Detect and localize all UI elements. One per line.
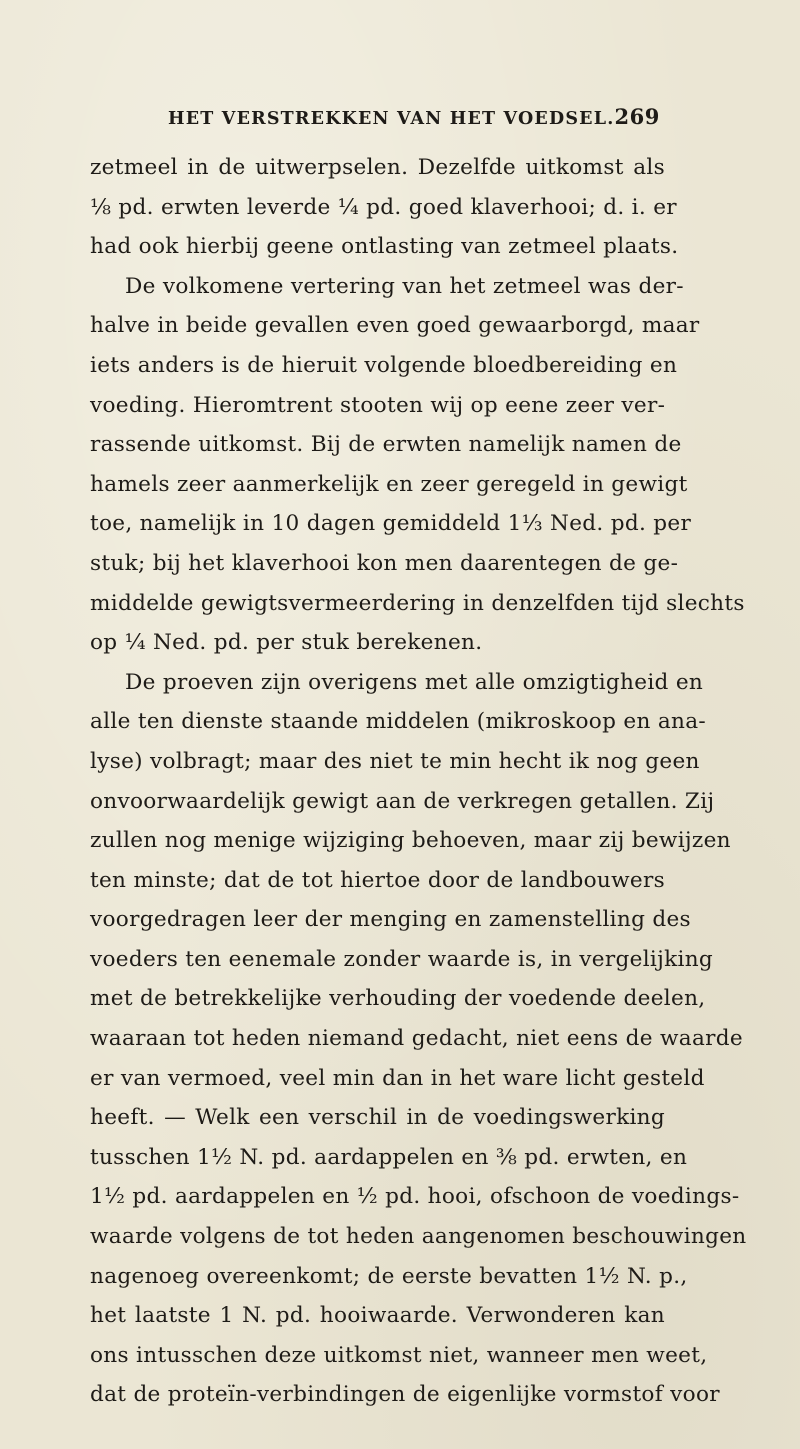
paragraph-start-line: De volkomene vertering van het zetmeel was der- (125, 273, 684, 299)
text-line: 1½ pd. aardappelen en ½ pd. hooi, ofschoon de voedings- (90, 1184, 740, 1210)
running-header (168, 104, 660, 138)
text-line: op ¼ Ned. pd. per stuk berekenen. (90, 630, 483, 656)
text-line: iets anders is de hieruit volgende bloedbereiding en (90, 352, 678, 378)
text-line: hamels zeer aanmerkelijk en zeer geregeld in gewigt (90, 471, 688, 497)
paragraph-start-line: De proeven zijn overigens met alle omzigtigheid en (125, 669, 704, 695)
text-line: ⅛ pd. erwten leverde ¼ pd. goed klaverhooi; d. i. er (90, 194, 677, 220)
text-line: er van vermoed, veel min dan in het ware licht gesteld (90, 1065, 705, 1091)
text-line: zullen nog menige wijziging behoeven, maar zij bewijzen (90, 828, 731, 854)
text-line: had ook hierbij geene ontlasting van zetmeel plaats. (90, 234, 679, 260)
text-line: voeders ten eenemale zonder waarde is, in vergelijking (90, 946, 714, 972)
text-line: dat de proteïn-verbindingen de eigenlijke vormstof voor (90, 1382, 720, 1408)
text-line: stuk; bij het klaverhooi kon men daarentegen de ge- (90, 550, 679, 576)
text-line: met de betrekkelijke verhouding der voedende deelen, (90, 986, 706, 1012)
text-line: voeding. Hieromtrent stooten wij op eene zeer ver- (90, 392, 666, 418)
body-text (90, 148, 747, 1415)
text-line: ons intusschen deze uitkomst niet, wanneer men weet, (90, 1342, 708, 1368)
text-line: halve in beide gevallen even goed gewaarborgd, maar (90, 313, 700, 339)
text-line: zetmeel in de uitwerpselen. Dezelfde uitkomst als (90, 155, 665, 180)
text-line: alle ten dienste staande middelen (mikroskoop en ana- (90, 709, 706, 735)
page-number: 269 (614, 104, 660, 129)
text-line: waaraan tot heden niemand gedacht, niet eens de waarde (90, 1026, 743, 1052)
text-line: toe, namelijk in 10 dagen gemiddeld 1⅓ Ned. pd. per (90, 511, 692, 537)
text-line: heeft. — Welk een verschil in de voedingswerking (90, 1105, 665, 1131)
text-line: ten minste; dat de tot hiertoe door de landbouwers (90, 867, 665, 893)
running-title: HET VERSTREKKEN VAN HET VOEDSEL. (168, 109, 615, 129)
text-line: het laatste 1 N. pd. hooiwaarde. Verwonderen kan (90, 1303, 665, 1329)
text-line: voorgedragen leer der menging en zamenstelling des (90, 907, 691, 933)
text-line: rassende uitkomst. Bij de erwten namelijk namen de (90, 432, 682, 458)
text-line: lyse) volbragt; maar des niet te min hecht ik nog geen (90, 748, 700, 774)
text-line: onvoorwaardelijk gewigt aan de verkregen getallen. Zij (90, 788, 715, 814)
text-line: middelde gewigtsvermeerdering in denzelfden tijd slechts (90, 590, 745, 616)
text-line: waarde volgens de tot heden aangenomen beschouwingen (90, 1224, 747, 1250)
text-line: tusschen 1½ N. pd. aardappelen en ⅜ pd. erwten, en (90, 1144, 688, 1170)
text-line: nagenoeg overeenkomt; de eerste bevatten 1½ N. p., (90, 1263, 688, 1289)
